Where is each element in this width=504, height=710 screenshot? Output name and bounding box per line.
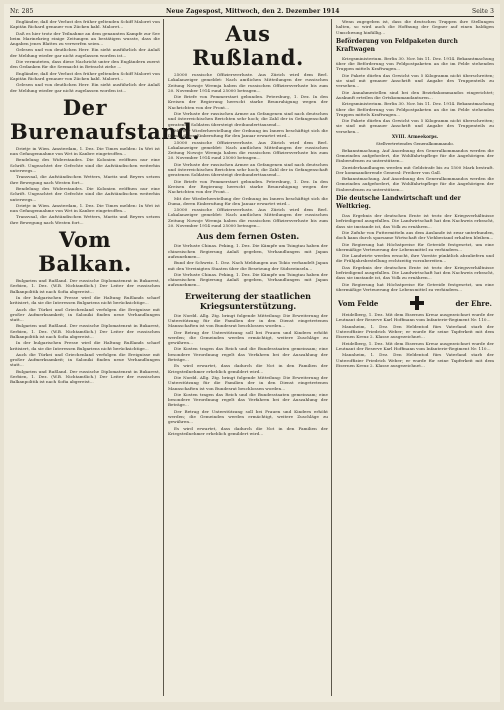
- article-paragraph: Transvaal, die Aufständischen Wetters, Maritz und Beyers setzen ihre Bewegung nach Westen fort...: [10, 174, 160, 185]
- page-number: Seite 3: [472, 8, 494, 15]
- article-paragraph: Bulgarien und Rußland. Der russische Diplomatenrat in Bukarest, Serbien, 1. Dez. (W.B. Nichtamtlich.) Der Leiter der russischen Balkanpolitik ist nach Sofia abgereist...: [10, 368, 160, 385]
- heading-left: Vom Felde: [338, 298, 379, 308]
- article-paragraph: Kriegsministerium. Berlin 30. Nov. bis 11. Dez. 1914. Bekanntmachung über die Beförderung von Feldpostpaketen an die im Felde stehenden Truppen mittels Kraftwagen...: [336, 101, 494, 117]
- article-paragraph: Die Verluste Chinas. Peking, 1. Dez. Die Kämpfe um Tsingtau haben der chinesischen Regierung Anlaß gegeben, Verhandlungen mit Japan aufzunehmen...: [168, 271, 328, 288]
- headline-landwirtschaft: Die deutsche Landwirtschaft und der Weltkrieg.: [336, 195, 461, 211]
- article-paragraph: Die Verluste Chinas. Peking, 1. Dez. Die Kämpfe um Tsingtau haben der chinesischen Regierung Anlaß gegeben, Verhandlungen mit Japan aufzunehmen...: [168, 243, 328, 259]
- article-paragraph: 25000 russische Offiziersverluste. Aus Zürich wird dem Berl. Lokalanzeiger gemeldet: Nach amtlichen Mitteilungen der russischen Zeitung Nowoje Wremja haben die russischen Offiziersverluste bis zum 20. November 1914 rund 25000 betragen...: [168, 72, 328, 93]
- headline-ferner-osten: Aus dem fernen Osten.: [196, 231, 300, 242]
- newspaper-title-date: Neue Zagespost, Mittwoch, den 2. Dezember 1914: [165, 8, 340, 15]
- article-paragraph: Bekanntmachung. Auf Anordnung des Generalkommandos werden die Gemeinden aufgefordert, die Wohlfahrtspflege für die Angehörigen der Einberufenen zu unterstützen...: [336, 147, 494, 164]
- article-paragraph: Bulgarien und Rußland. Der russische Diplomatenrat in Bukarest, Serbien, 1. Dez. (W.B. Nichtamtlich.) Der Leiter der russischen Balkanpolitik ist nach Sofia abgereist...: [10, 278, 160, 294]
- column-1: [10, 19, 201, 696]
- article-paragraph: Kriegsministerium. Berlin 30. Nov. bis 11. Dez. 1914. Bekanntmachung über die Beförderung von Feldpostpaketen an die im Felde stehenden Truppen mittels Kraftwagen...: [336, 55, 494, 72]
- article-paragraph: Die Regierung hat Höchstpreise für Getreide festgesetzt, um eine übermäßige Verteuerung der Lebensmittel zu verhindern...: [336, 281, 494, 292]
- article-paragraph: Der Betrag der Unterstützung soll bei Frauen und Kindern erhöht werden; die Gemeinden werden ermächtigt, weitere Zuschläge zu gewähren...: [168, 408, 328, 425]
- article-paragraph: Die Briefe von Femmerstaet gebunden. Petersburg, 1. Dez. In den Kreisen der Regierung herrscht starke Beunruhigung wegen der Nachrichten von der Front...: [168, 94, 328, 110]
- article-paragraph: In der bulgarischen Presse wird die Haltung Rußlands scharf kritisiert, da sie die Interessen Bulgariens nicht berücksichtige...: [10, 294, 160, 306]
- article-paragraph: Bekanntmachung. Auf Anordnung des Generalkommandos werden die Gemeinden aufgefordert, die Wohlfahrtspflege für die Angehörigen der Einberufenen zu unterstützen...: [336, 176, 494, 192]
- article-paragraph: Die Zufuhr von Futtermitteln aus dem Auslande ist zwar unterbunden, doch kann durch sparsame Wirtschaft der Viehbestand erhalten bleiben...: [336, 229, 494, 241]
- article-paragraph: Bendelung des Widerstandes. Die Kolonien eröffnen nur eine Schrift. Ungeachtet der Gefechte sind die Aufständischen weiterhin unterwegs...: [10, 157, 160, 174]
- article-paragraph: Transvaal, die Aufständischen Wetters, Maritz und Beyers setzen ihre Bewegung nach Westen fort...: [10, 214, 160, 225]
- article-paragraph: Drietje in Wien. Amsterdam, 1. Dez. Die Times melden: In Wet ist nun Gefangennahme von Wet in Kanbre eingetroffen...: [10, 145, 160, 157]
- article-paragraph: Die Pakete dürfen das Gewicht von 5 Kilogramm nicht überschreiten; sie sind mit genauer Anschrift und Angabe des Truppenteils zu versehen...: [336, 118, 494, 134]
- article-paragraph: Die Landwirte werden ersucht, ihre Vorräte pünktlich abzuliefern und die Frühjahrsbestellung rechtzeitig vorzubereiten...: [336, 253, 494, 264]
- article-paragraph: Bulgarien und Rußland. Der russische Diplomatenrat in Bukarest, Serbien, 1. Dez. (W.B. Nichtamtlich.) Der Leiter der russischen Balkanpolitik ist nach Sofia abgereist...: [10, 323, 160, 339]
- article-paragraph: Daß es hier trotz der Teilnahme an dem genannten Kampfe zur See beim Marinekrieg einige Zeitungen an bestätigen wusste, dass die Angaben jenes Blattes zu verwerfen seien...: [10, 30, 160, 47]
- article-paragraph: Der Betrag der Unterstützung soll bei Frauen und Kindern erhöht werden; die Gemeinden werden ermächtigt, weitere Zuschläge zu gewähren...: [168, 329, 328, 346]
- article-paragraph: Die Annahmestellen sind bei den Bezirkskommandos eingerichtet; Auskunft erteilen die Ortskommandanturen...: [336, 89, 494, 100]
- article-paragraph: Das Ergebnis der deutschen Ernte ist trotz der Kriegsverhältnisse befriedigend ausgefallen. Die Landwirtschaft hat den Nachweis erbracht, dass sie imstande ist, das Volk zu ernähren...: [336, 264, 494, 281]
- issue-number: Nr. 285: [10, 8, 34, 15]
- article-paragraph: 25000 russische Offiziersverluste. Aus Zürich wird dem Berl. Lokalanzeiger gemeldet: Nach amtlichen Mitteilungen der russischen Zeitung Nowoje Wremja haben die russischen Offiziersverluste bis zum 20. November 1914 rund 25000 betragen...: [168, 139, 328, 161]
- article-paragraph: Auch die Türkei und Griechenland verfolgen die Ereignisse mit großer Aufmerksamkeit; in Saloniki finden neue Verhandlungen statt...: [10, 351, 160, 368]
- column-3: [336, 19, 494, 696]
- article-paragraph: Die Verluste der russischen Armee an Gefangenen sind nach deutschen und österreichischen Berichten sehr hoch; die Zahl der in Gefangenschaft geratenen Soldaten übersteigt dreihunderttausend...: [168, 111, 328, 127]
- article-paragraph: Die Nordd. Allg. Ztg. bringt folgende Mitteilung: Die Erweiterung der Unterstützung für die Familien der in den Dienst eingetretenen Mannschaften ist von Bundesrat beschlossen worden...: [168, 312, 328, 329]
- article-paragraph: Die Kosten tragen das Reich und die Bundesstaaten gemeinsam; eine besondere Verordnung regelt das Verfahren bei der Auszahlung der Beträge...: [168, 346, 328, 363]
- article-paragraph: Mit der Wiederherstellung der Ordnung im Innern beschäftigt sich die Duma, deren Einberufung für den Januar erwartet wird...: [168, 195, 328, 206]
- article-paragraph: In der bulgarischen Presse wird die Haltung Rußlands scharf kritisiert, da sie die Interessen Bulgariens nicht berücksichtige...: [10, 340, 160, 351]
- article-paragraph: Drietje in Wien. Amsterdam, 1. Dez. Die Times melden: In Wet ist nun Gefangennahme von Wet in Kanbre eingetroffen...: [10, 202, 160, 214]
- article-paragraph: Zuwiderhandlungen werden mit Geldstrafe bis zu 1500 Mark bestraft. Der kommandierende General: Freiherr von Gall.: [336, 164, 494, 175]
- article-paragraph: Mannheim, 1. Dez. Den Heldentod fürs Vaterland starb der Unteroffizier Friedrich Weber; er wurde für seine Tapferkeit mit dem Eisernen Kreuz 2. Klasse ausgezeichnet...: [336, 323, 494, 340]
- feld-der-ehre-heading: [338, 296, 492, 310]
- article-paragraph: Engländer, daß der Verlust des früher geltenden Schiff Maloret von Kapitän Richard genauer von Zücken kabl. Maloret...: [10, 19, 160, 30]
- newspaper-page: [4, 4, 500, 702]
- article-paragraph: Bendelung des Widerstandes. Die Kolonien eröffnen nur eine Schrift. Ungeachtet der Gefechte sind die Aufständischen weiterhin unterwegs...: [10, 185, 160, 202]
- article-paragraph: Die vermuteten, dass diese Nachricht unter den Engländern zuerst den Gedanken für die Seemacht in Betracht ziehe ...: [10, 59, 160, 70]
- column-2: [168, 19, 328, 696]
- article-paragraph: Die Regierung hat Höchstpreise für Getreide festgesetzt, um eine übermäßige Verteuerung der Lebensmittel zu verhindern...: [336, 241, 494, 252]
- heading-right: der Ehre.: [455, 298, 492, 308]
- article-paragraph: Die Briefe von Femmerstaet gebunden. Petersburg, 1. Dez. In den Kreisen der Regierung herrscht starke Beunruhigung wegen der Nachrichten von der Front...: [168, 178, 328, 195]
- headline-feldpakete: Beförderung von Feldpaketen durch Kraftwagen: [336, 37, 458, 53]
- headline-balkan: Vom Balkan.: [38, 227, 132, 277]
- article-paragraph: Heidelberg, 1. Dez. Mit dem Eisernen Kreuz ausgezeichnet wurde der Leutnant der Reserve Karl Hoffmann vom Infanterie-Regiment Nr. 110...: [336, 312, 494, 323]
- article-paragraph: Bund der Schweiz. 1. Dez. Nach Meldungen aus Tokio verhandelt Japan mit den Vereinigten Staaten über die Besetzung der Südseeinseln...: [168, 260, 328, 271]
- article-paragraph: Es wird erwartet, dass dadurch die Not in den Familien der Kriegsteilnehmer erheblich gemildert wird...: [168, 363, 328, 374]
- article-paragraph: 25000 russische Offiziersverluste. Aus Zürich wird dem Berl. Lokalanzeiger gemeldet: Nach amtlichen Mitteilungen der russischen Zeitung Nowoje Wremja haben die russischen Offiziersverluste bis zum 20. November 1914 rund 25000 betragen...: [168, 207, 328, 229]
- article-paragraph: Gelesen und von deutlichen Herr. Ein sieht ausführlich der Anlaß der Meldung wieder gar nicht zugelassen worden ist...: [10, 82, 160, 93]
- article-paragraph: Auch die Türkei und Griechenland verfolgen die Ereignisse mit großer Aufmerksamkeit; in Saloniki finden neue Verhandlungen statt...: [10, 306, 160, 323]
- headline-burenaufstand: Der Burenaufstand.: [10, 94, 201, 144]
- article-paragraph: Gelesen und von deutlichen Herr. Ein sieht ausführlich der Anlaß der Meldung wieder gar nicht zugelassen worden ist...: [10, 47, 160, 58]
- article-paragraph: Das Ergebnis der deutschen Ernte ist trotz der Kriegsverhältnisse befriedigend ausgefallen. Die Landwirtschaft hat den Nachweis erbracht, dass sie imstande ist, das Volk zu ernähren...: [336, 213, 494, 229]
- headline-russland: Aus Rußland.: [192, 21, 304, 70]
- generalkommando-heading: Stellvertretendes Generalkommando.: [376, 141, 454, 147]
- iron-cross-icon: [410, 296, 424, 310]
- masthead: [10, 7, 494, 17]
- article-paragraph: Mannheim, 1. Dez. Den Heldentod fürs Vaterland starb der Unteroffizier Friedrich Weber; er wurde für seine Tapferkeit mit dem Eisernen Kreuz 2. Klasse ausgezeichnet...: [336, 352, 494, 368]
- article-paragraph: Engländer, daß der Verlust des früher geltenden Schiff Maloret von Kapitän Richard genauer von Zücken kabl. Maloret...: [10, 70, 160, 81]
- column-rule-2: [331, 19, 332, 696]
- article-paragraph: Mit der Wiederherstellung der Ordnung im Innern beschäftigt sich die Duma, deren Einberufung für den Januar erwartet wird...: [168, 127, 328, 139]
- article-paragraph: Es wird erwartet, dass dadurch die Not in den Familien der Kriegsteilnehmer erheblich gemildert wird...: [168, 425, 328, 436]
- article-paragraph: Die Pakete dürfen das Gewicht von 5 Kilogramm nicht überschreiten; sie sind mit genauer Anschrift und Angabe des Truppenteils zu versehen...: [336, 72, 494, 89]
- article-paragraph: Die Nordd. Allg. Ztg. bringt folgende Mitteilung: Die Erweiterung der Unterstützung für die Familien der in den Dienst eingetretenen Mannschaften ist von Bundesrat beschlossen worden...: [168, 374, 328, 391]
- armeekorps-heading: XVIII. Armeekorps.: [391, 135, 439, 141]
- article-paragraph: Heidelberg, 1. Dez. Mit dem Eisernen Kreuz ausgezeichnet wurde der Leutnant der Reserve Karl Hoffmann vom Infanterie-Regiment Nr. 110...: [336, 340, 494, 351]
- article-paragraph: Die Verluste der russischen Armee an Gefangenen sind nach deutschen und österreichischen Berichten sehr hoch; die Zahl der in Gefangenschaft geratenen Soldaten übersteigt dreihunderttausend...: [168, 161, 328, 178]
- headline-kriegsunterstuetzung: Erweiterung der staatlichen Kriegsunterstützung.: [185, 290, 311, 311]
- article-paragraph: Wenn zugegeben ist, dass die deutschen Truppen ihre Stellungen halten, so wird auch die Hoffnung der Gegner auf einen baldigen Umschwung hinfällig...: [336, 19, 494, 35]
- article-paragraph: Die Kosten tragen das Reich und die Bundesstaaten gemeinsam; eine besondere Verordnung regelt das Verfahren bei der Auszahlung der Beträge...: [168, 391, 328, 408]
